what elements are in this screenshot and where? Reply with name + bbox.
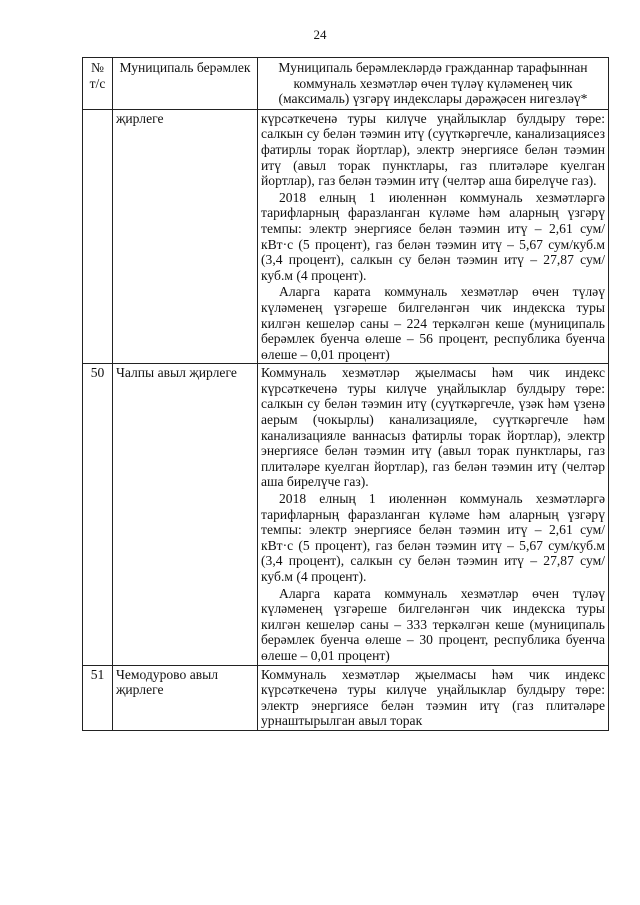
- row-basis: [258, 109, 609, 364]
- row-basis: [258, 665, 609, 730]
- header-basis: Муниципаль берәмлекләрдә гражданнар тарафыннан коммуналь хезмәтләр өчен түләү күләменең чик (максималь) үзгәрү индекслары дәрәҗәсен нигезләү*: [258, 58, 609, 110]
- row-basis: [258, 364, 609, 665]
- basis-paragraph: Аларга карата коммуналь хезмәтләр өчен түләү күләменең үзгәреше билгеләнгән чик индекска туры килгән кешеләр саны – 333 теркәлгән кеше (муниципаль берәмлек буенча өлеше – 30 процент, республика буенча өлеше – 0,01 процент): [261, 585, 605, 663]
- row-number: 50: [83, 364, 113, 665]
- basis-paragraph: күрсәткеченә туры килүче уңайлыклар булдыру төре: салкын су белән тәэмин итү (суүткәргечле, канализациясез фатирлы торак йортлар), электр энергиясе белән тәэмин итү (авыл торак пунктлары, газ плитәләре куелган йортлар), газ белән тәэмин итү (челтәр аша бирелүче газ).: [261, 110, 605, 189]
- basis-paragraph: 2018 елның 1 июленнән коммуналь хезмәтләргә тарифларның фаразланган күләме һәм аларның үзгәрү темпы: электр энергиясе белән тәэмин итү – 2,61 сум/кВт·с (5 процент), газ белән тәэмин итү – 5,67 сум/куб.м (3,4 процент), салкын су белән тәэмин итү – 27,87 сум/куб.м (4 процент).: [261, 189, 605, 283]
- table-header-row: [83, 58, 609, 110]
- basis-paragraph: Коммуналь хезмәтләр җыелмасы һәм чик индекс күрсәткеченә туры килүче уңайлыклар булдыру төре: электр энергиясе белән тәэмин итү (газ плитәләре урнаштырылган авыл торак: [261, 666, 605, 729]
- table-row: [83, 665, 609, 730]
- header-municipality: Муниципаль берәмлек: [113, 58, 258, 110]
- page-number: 24: [313, 27, 327, 42]
- row-number: 51: [83, 665, 113, 730]
- row-number: [83, 109, 113, 364]
- header-number: № т/с: [83, 58, 113, 110]
- row-municipality: җирлеге: [113, 109, 258, 364]
- table-row: [83, 109, 609, 364]
- table-row: [83, 364, 609, 665]
- municipal-index-table: [82, 57, 609, 731]
- basis-paragraph: Коммуналь хезмәтләр җыелмасы һәм чик индекс күрсәткеченә туры килүче уңайлыклар булдыру төре: салкын су белән тәэмин итү (суүткәргечле, үзәк һәм үзенә аерым (чокырлы) канализацияле, суүткәргечле һәм канализацияле ваннасыз фатирлы торак йортлар), электр энергиясе белән тәэмин итү (авыл торак пунктлары, газ плитәләре куелган йортлар), газ белән тәэмин итү (челтәр аша бирелүче газ).: [261, 365, 605, 490]
- row-municipality: Чалпы авыл җирлеге: [113, 364, 258, 665]
- basis-paragraph: Аларга карата коммуналь хезмәтләр өчен түләү күләменең үзгәреше билгеләнгән чик индекска туры килгән кешеләр саны – 224 теркәлгән кеше (муниципаль берәмлек буенча өлеше – 56 процент, республика буенча өлеше – 0,01 процент): [261, 284, 605, 362]
- basis-paragraph: 2018 елның 1 июленнән коммуналь хезмәтләргә тарифларның фаразланган күләме һәм аларның үзгәрү темпы: электр энергиясе белән тәэмин итү – 2,61 сум/кВт·с (5 процент), газ белән тәэмин итү – 5,67 сум/куб.м (3,4 процент), салкын су белән тәэмин итү – 27,87 сум/куб.м (4 процент).: [261, 491, 605, 584]
- row-municipality: Чемодурово авыл җирлеге: [113, 665, 258, 730]
